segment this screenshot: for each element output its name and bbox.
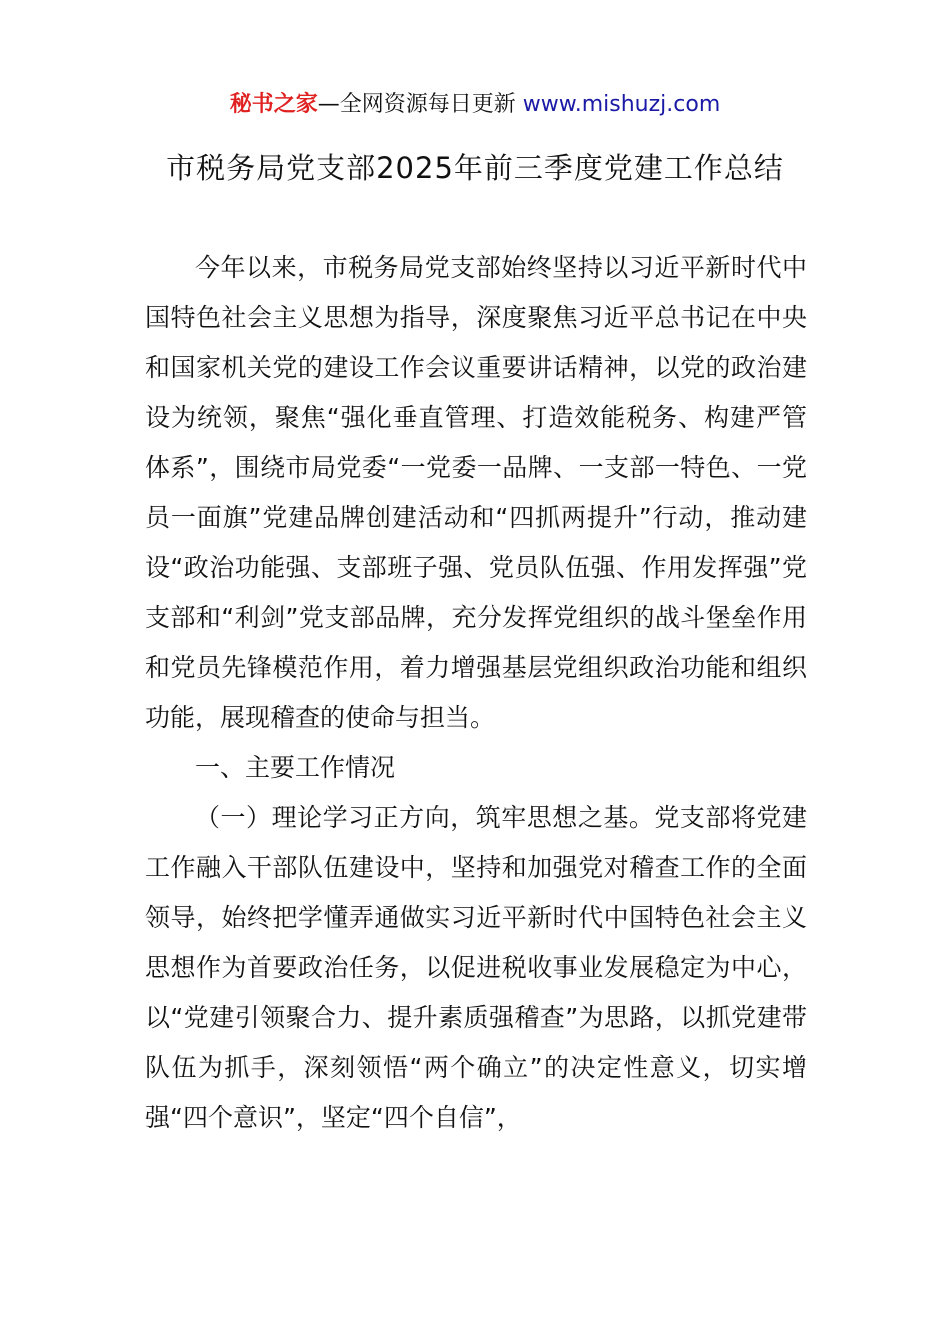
intro-paragraph: 今年以来，市税务局党支部始终坚持以习近平新时代中国特色社会主义思想为指导，深度聚焦习近平总书记在中央和国家机关党的建设工作会议重要讲话精神，以党的政治建设为统领，聚焦“强化垂直管理、打造效能税务、构建严管体系”，围绕市局党委“一党委一品牌、一支部一特色、一党员一面旗”党建品牌创建活动和“四抓两提升”行动，推动建设“政治功能强、支部班子强、党员队伍强、作用发挥强”党支部和“利剑”党支部品牌，充分发挥党组织的战斗堡垒作用和党员先锋模范作用，着力增强基层党组织政治功能和组织功能，展现稽查的使命与担当。	[145, 253, 807, 732]
section-heading: 一、主要工作情况	[195, 753, 396, 782]
document-title: 市税务局党支部2025年前三季度党建工作总结	[166, 151, 784, 185]
document-body	[145, 243, 807, 1143]
header-slogan: —全网资源每日更新	[317, 92, 516, 117]
brand-name: 秘书之家	[229, 92, 318, 117]
subsection-paragraph: （一）理论学习正方向，筑牢思想之基。党支部将党建工作融入干部队伍建设中，坚持和加强党对稽查工作的全面领导，始终把学懂弄通做实习近平新时代中国特色社会主义思想作为首要政治任务，以促进税收事业发展稳定为中心，以“党建引领聚合力、提升素质强稽查”为思路，以抓党建带队伍为抓手，深刻领悟“两个确立”的决定性意义，切实增强“四个意识”，坚定“四个自信”，	[145, 803, 807, 1132]
site-url-link[interactable]: www.mishuzj.com	[522, 92, 721, 117]
site-header	[0, 90, 950, 120]
